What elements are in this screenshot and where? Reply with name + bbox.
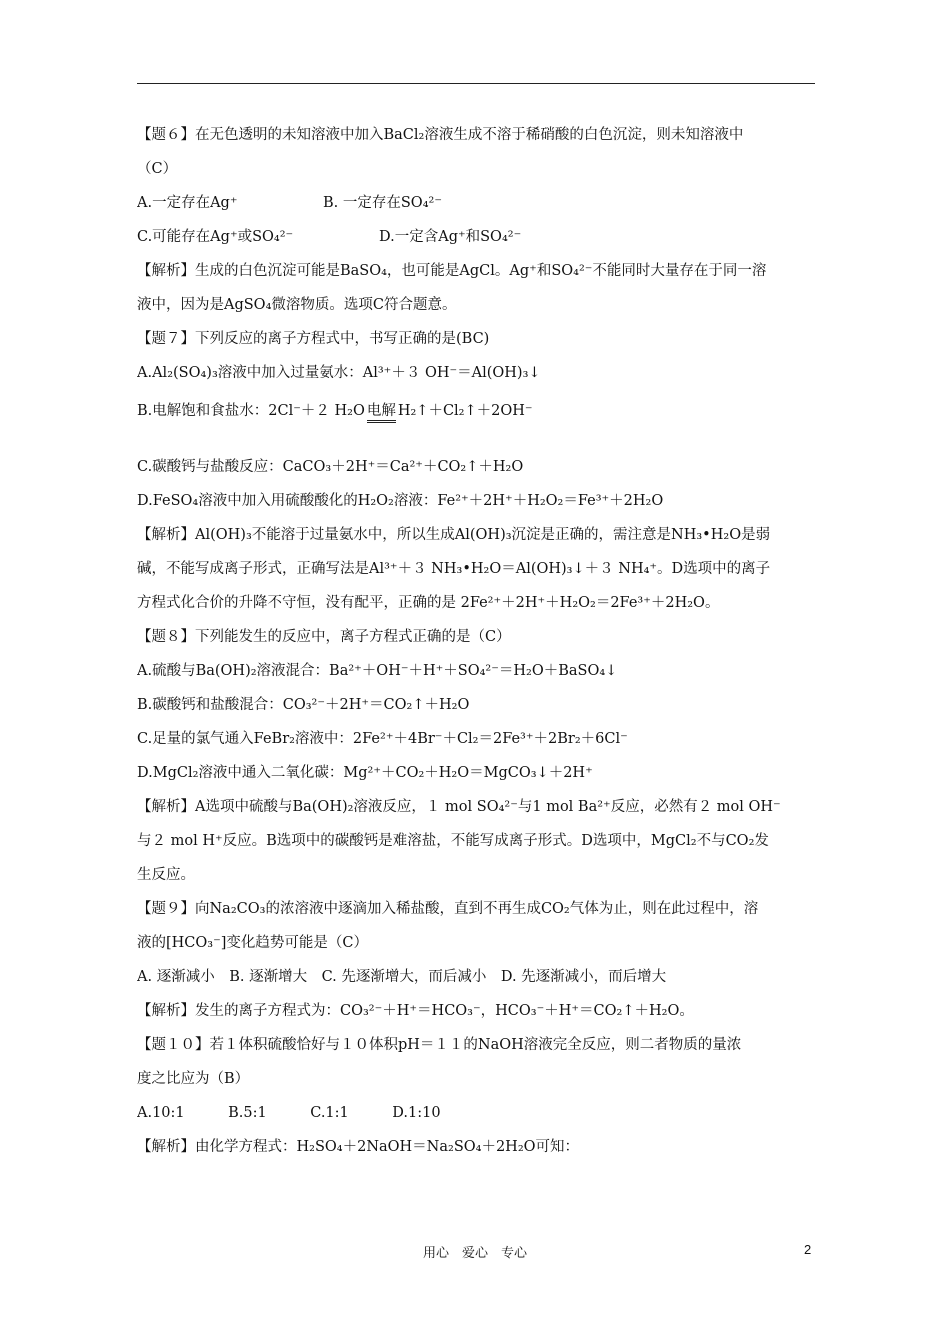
- q8-analysis-line-1: 【解析】A选项中硫酸与Ba(OH)₂溶液反应，１ mol SO₄²⁻与1 mol Ba²⁺反应，必然有２ mol OH⁻: [137, 799, 781, 815]
- q10-stem-line-2: 度之比应为（B）: [137, 1071, 250, 1087]
- q6-analysis-line-1: 【解析】生成的白色沉淀可能是BaSO₄，也可能是AgCl。Ag⁺和SO₄²⁻不能同时大量存在于同一溶: [137, 263, 767, 279]
- header-rule: [137, 83, 815, 84]
- q8-stem: 【题８】下列能发生的反应中，离子方程式正确的是（C）: [137, 629, 511, 645]
- q6-stem-line-2: （C）: [137, 161, 178, 177]
- document-body: [137, 118, 815, 1164]
- q10-analysis: 【解析】由化学方程式：H₂SO₄＋2NaOH＝Na₂SO₄＋2H₂O可知：: [137, 1139, 580, 1155]
- q7-stem: 【题７】下列反应的离子方程式中，书写正确的是(BC): [137, 331, 490, 347]
- q10-options: A.10:1 B.5:1 C.1:1 D.1:10: [137, 1105, 441, 1121]
- q9-analysis: 【解析】发生的离子方程式为：CO₃²⁻＋H⁺＝HCO₃⁻，HCO₃⁻＋H⁺＝CO₂↑＋H₂O。: [137, 1003, 694, 1019]
- q7-option-d: D.FeSO₄溶液中加入用硫酸酸化的H₂O₂溶液：Fe²⁺＋2H⁺＋H₂O₂＝Fe³⁺＋2H₂O: [137, 493, 664, 509]
- q7-option-b-products: H₂↑＋Cl₂↑＋2OH⁻: [397, 403, 533, 419]
- q6-option-b: B. 一定存在SO₄²⁻: [323, 195, 442, 211]
- q8-analysis-line-3: 生反应。: [137, 867, 195, 883]
- q8-option-d: D.MgCl₂溶液中通入二氧化碳：Mg²⁺＋CO₂＋H₂O＝MgCO₃↓＋2H⁺: [137, 765, 593, 781]
- q9-stem-line-2: 液的[HCO₃⁻]变化趋势可能是（C）: [137, 935, 369, 951]
- q8-analysis-line-2: 与２ mol H⁺反应。B选项中的碳酸钙是难溶盐，不能写成离子形式。D选项中，MgCl₂不与CO₂发: [137, 833, 769, 849]
- q7-option-b: [137, 390, 815, 432]
- q7-option-b-reactants: B.电解饱和食盐水：2Cl⁻＋２ H₂O: [137, 403, 365, 419]
- q7-analysis-line-2: 碱，不能写成离子形式，正确写法是Al³⁺＋３ NH₃•H₂O＝Al(OH)₃↓＋３ NH₄⁺。D选项中的离子: [137, 561, 771, 577]
- q8-option-a: A.硫酸与Ba(OH)₂溶液混合：Ba²⁺＋OH⁻＋H⁺＋SO₄²⁻＝H₂O＋BaSO₄↓: [137, 663, 618, 679]
- footer-slogan: 用心 爱心 专心: [422, 1246, 527, 1261]
- q8-option-b: B.碳酸钙和盐酸混合：CO₃²⁻＋2H⁺＝CO₂↑＋H₂O: [137, 697, 470, 713]
- q10-stem-line-1: 【题１０】若１体积硫酸恰好与１０体积pH＝１１的NaOH溶液完全反应，则二者物质的量浓: [137, 1037, 742, 1053]
- q7-option-a: A.Al₂(SO₄)₃溶液中加入过量氨水：Al³⁺＋３ OH⁻＝Al(OH)₃↓: [137, 365, 541, 381]
- q6-stem-line-1: 【题６】在无色透明的未知溶液中加入BaCl₂溶液生成不溶于稀硝酸的白色沉淀，则未知溶液中: [137, 127, 744, 143]
- q7-analysis-line-3: 方程式化合价的升降不守恒，没有配平，正确的是 2Fe²⁺＋2H⁺＋H₂O₂＝2Fe³⁺＋2H₂O。: [137, 595, 720, 611]
- q9-stem-line-1: 【题９】向Na₂CO₃的浓溶液中逐滴加入稀盐酸，直到不再生成CO₂气体为止，则在此过程中，溶: [137, 901, 759, 917]
- q6-options-row-1: [137, 186, 815, 220]
- q6-analysis-line-2: 液中，因为是AgSO₄微溶物质。选项C符合题意。: [137, 297, 457, 313]
- q6-option-d: D.一定含Ag⁺和SO₄²⁻: [379, 229, 522, 245]
- q9-options: A. 逐渐减小 B. 逐渐增大 C. 先逐渐增大，而后减小 D. 先逐渐减小，而后增大: [137, 969, 667, 985]
- q7-analysis-line-1: 【解析】Al(OH)₃不能溶于过量氨水中，所以生成Al(OH)₃沉淀是正确的，需注意是NH₃•H₂O是弱: [137, 527, 771, 543]
- page-number: 2: [804, 1242, 812, 1257]
- q6-option-c: C.可能存在Ag⁺或SO₄²⁻: [137, 229, 294, 245]
- q6-option-a: A.一定存在Ag⁺: [137, 195, 238, 211]
- spacer: [137, 432, 815, 450]
- q7-option-c: C.碳酸钙与盐酸反应：CaCO₃＋2H⁺＝Ca²⁺＋CO₂↑＋H₂O: [137, 459, 524, 475]
- q8-option-c: C.足量的氯气通入FeBr₂溶液中：2Fe²⁺＋4Br⁻＋Cl₂＝2Fe³⁺＋2Br₂＋6Cl⁻: [137, 731, 628, 747]
- q6-options-row-2: [137, 220, 815, 254]
- q7-option-b-electrolysis-condition: 电解: [367, 402, 396, 423]
